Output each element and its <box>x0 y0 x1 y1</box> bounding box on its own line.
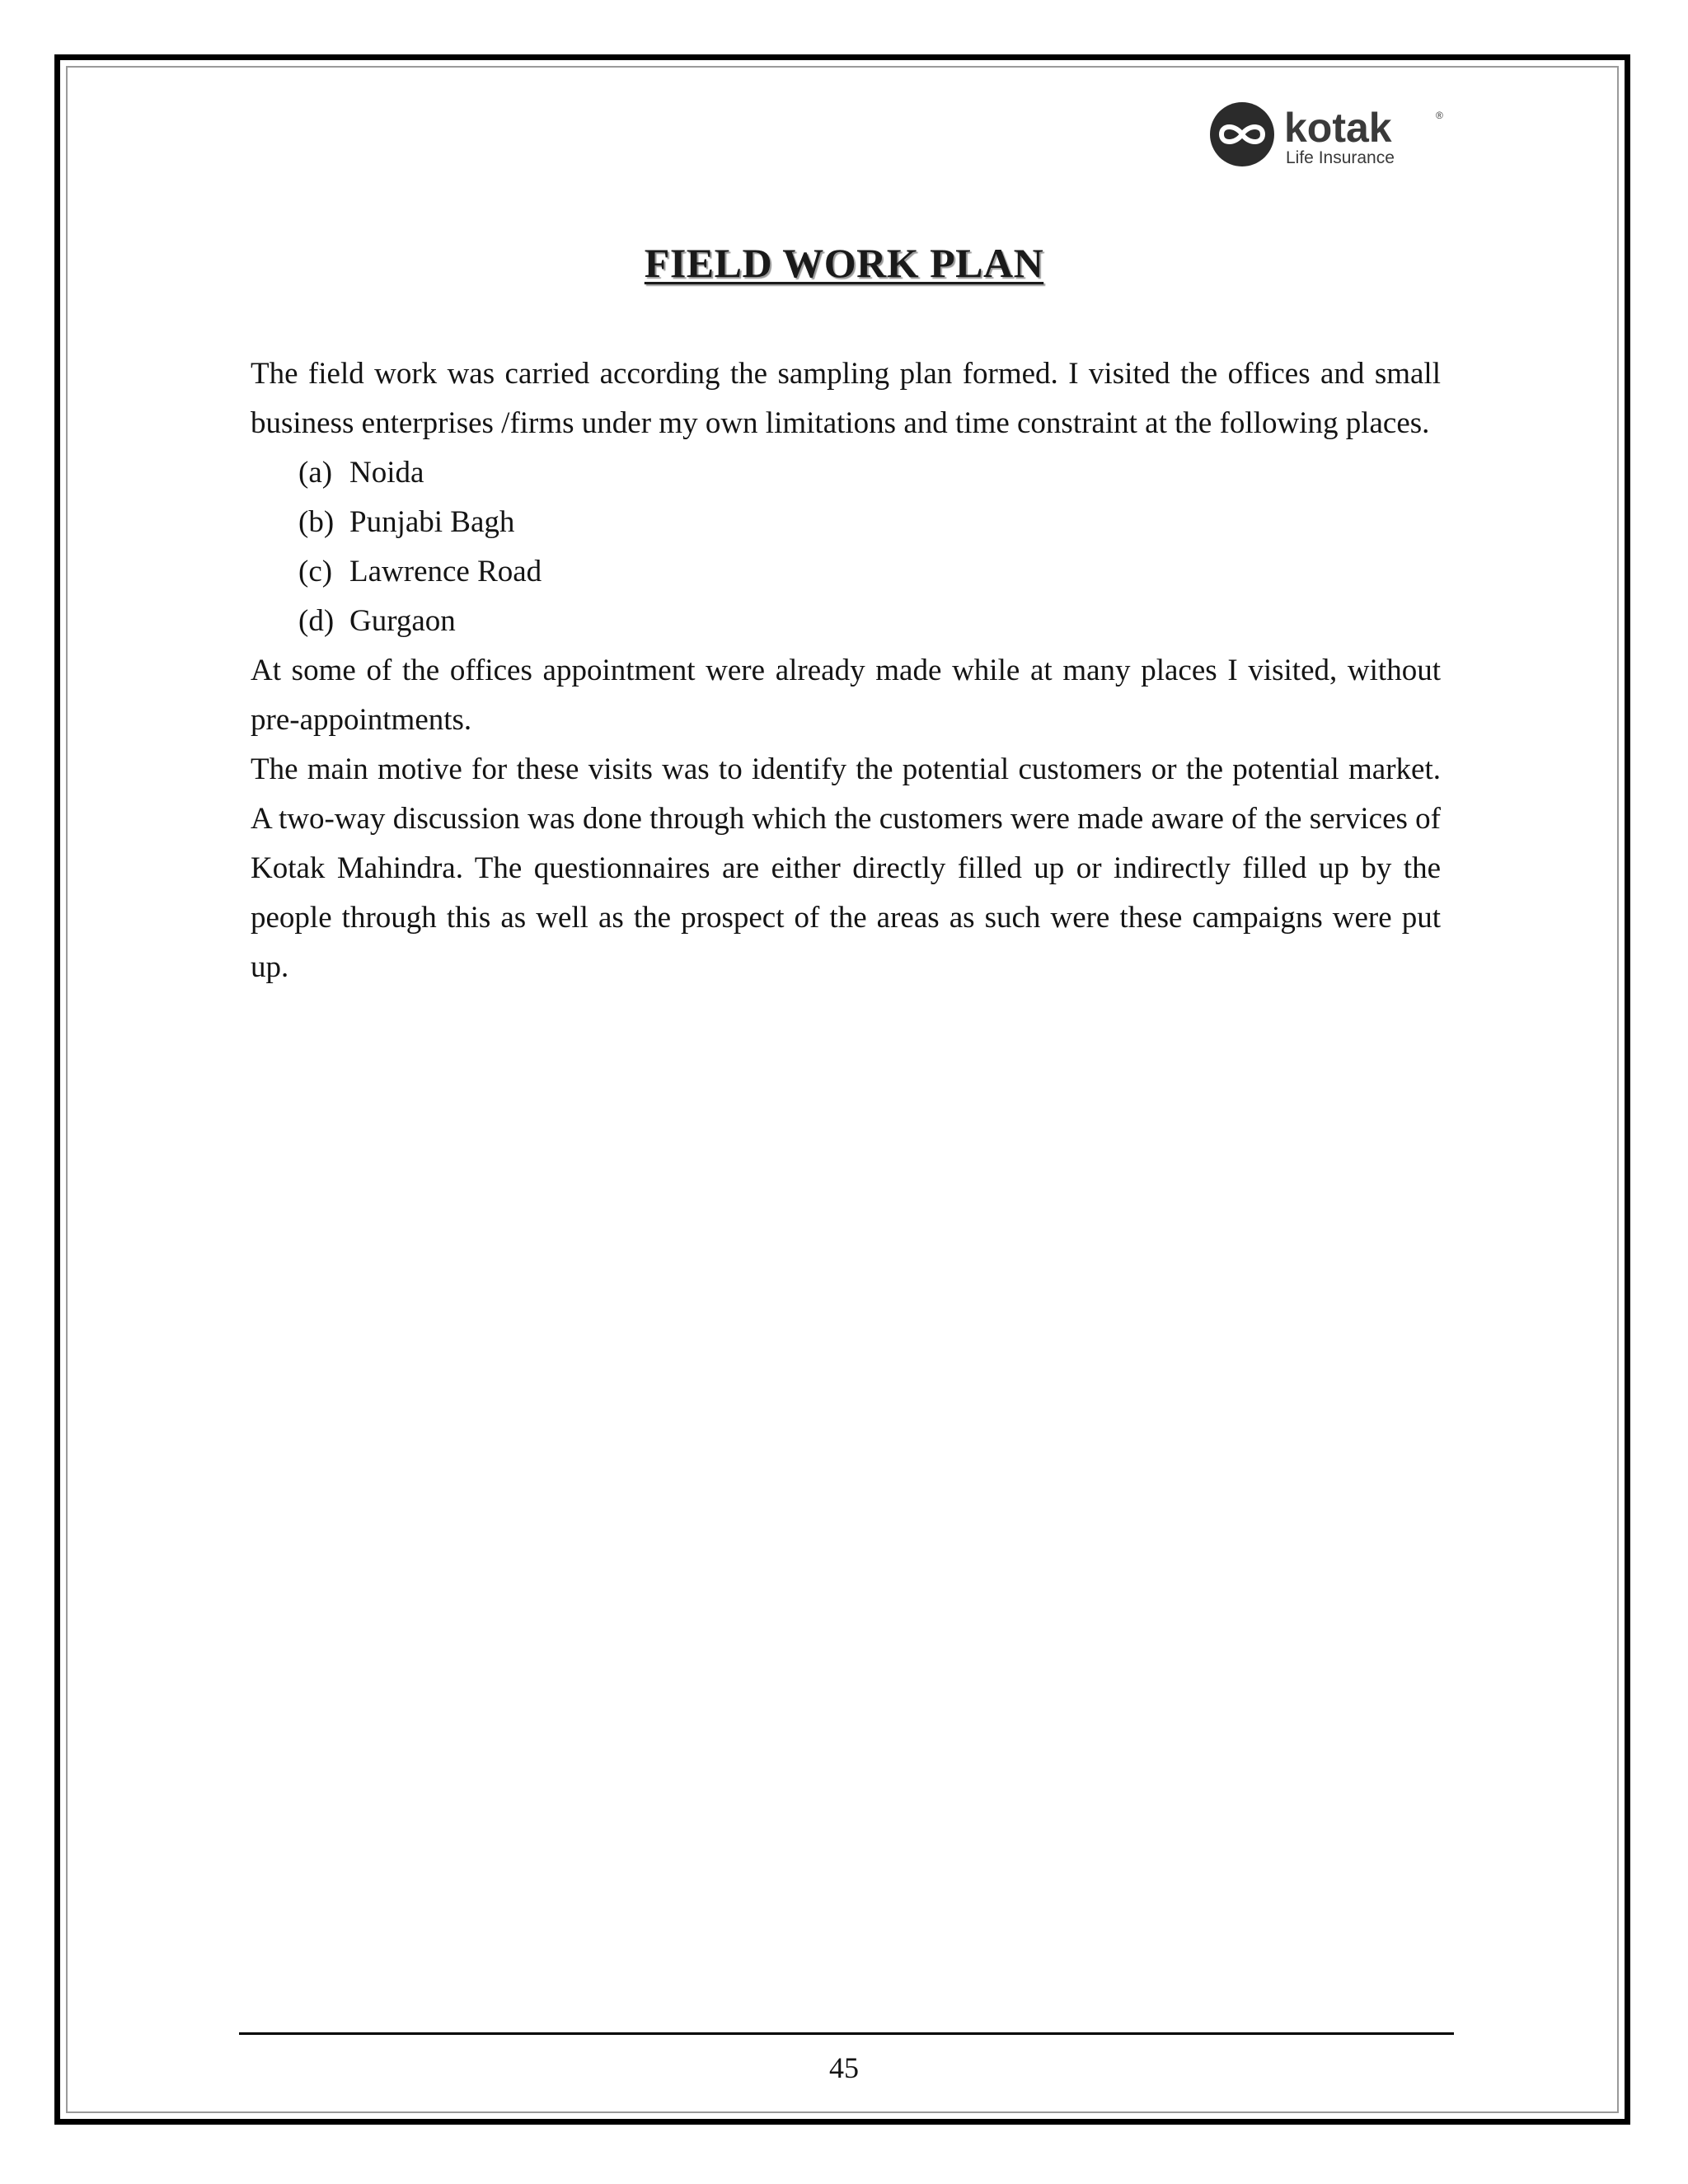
logo-brand-text: kotak <box>1284 105 1392 151</box>
list-marker: (d) <box>298 604 335 638</box>
appointments-paragraph: At some of the offices appointment were already made while at many places I visited, without pre-appointments. <box>251 654 1441 737</box>
infinity-logo-icon <box>1208 101 1447 168</box>
list-item-label: Lawrence Road <box>349 555 542 588</box>
logo-registered-mark: ® <box>1436 110 1443 121</box>
list-item-label: Noida <box>349 456 424 490</box>
list-marker: (c) <box>298 555 333 588</box>
kotak-logo <box>1208 101 1447 168</box>
places-list <box>251 448 1441 646</box>
list-item <box>251 597 1441 646</box>
list-marker: (a) <box>298 456 333 490</box>
motive-paragraph: The main motive for these visits was to identify the potential customers or the potential market. A two-way discussion was done through which the customers were made aware of the services of Kotak Mahindra. The questionnaires are either directly filled up or indirectly filled up by the people through this as well as the prospect of the areas as such were these campaigns were put up. <box>251 752 1441 984</box>
page-title: FIELD WORK PLAN <box>644 240 1044 286</box>
logo-tagline: Life Insurance <box>1286 148 1395 167</box>
list-marker: (b) <box>298 505 335 539</box>
intro-paragraph: The field work was carried according the sampling plan formed. I visited the offices and small business enterprises /firms under my own limitations and time constraint at the following places. <box>251 357 1441 440</box>
page-number: 45 <box>829 2051 859 2084</box>
list-item-label: Punjabi Bagh <box>349 505 515 539</box>
page-body <box>251 349 1441 992</box>
list-item <box>251 547 1441 597</box>
footer-divider <box>239 2032 1454 2035</box>
list-item <box>251 448 1441 498</box>
list-item-label: Gurgaon <box>349 604 456 638</box>
list-item <box>251 498 1441 547</box>
